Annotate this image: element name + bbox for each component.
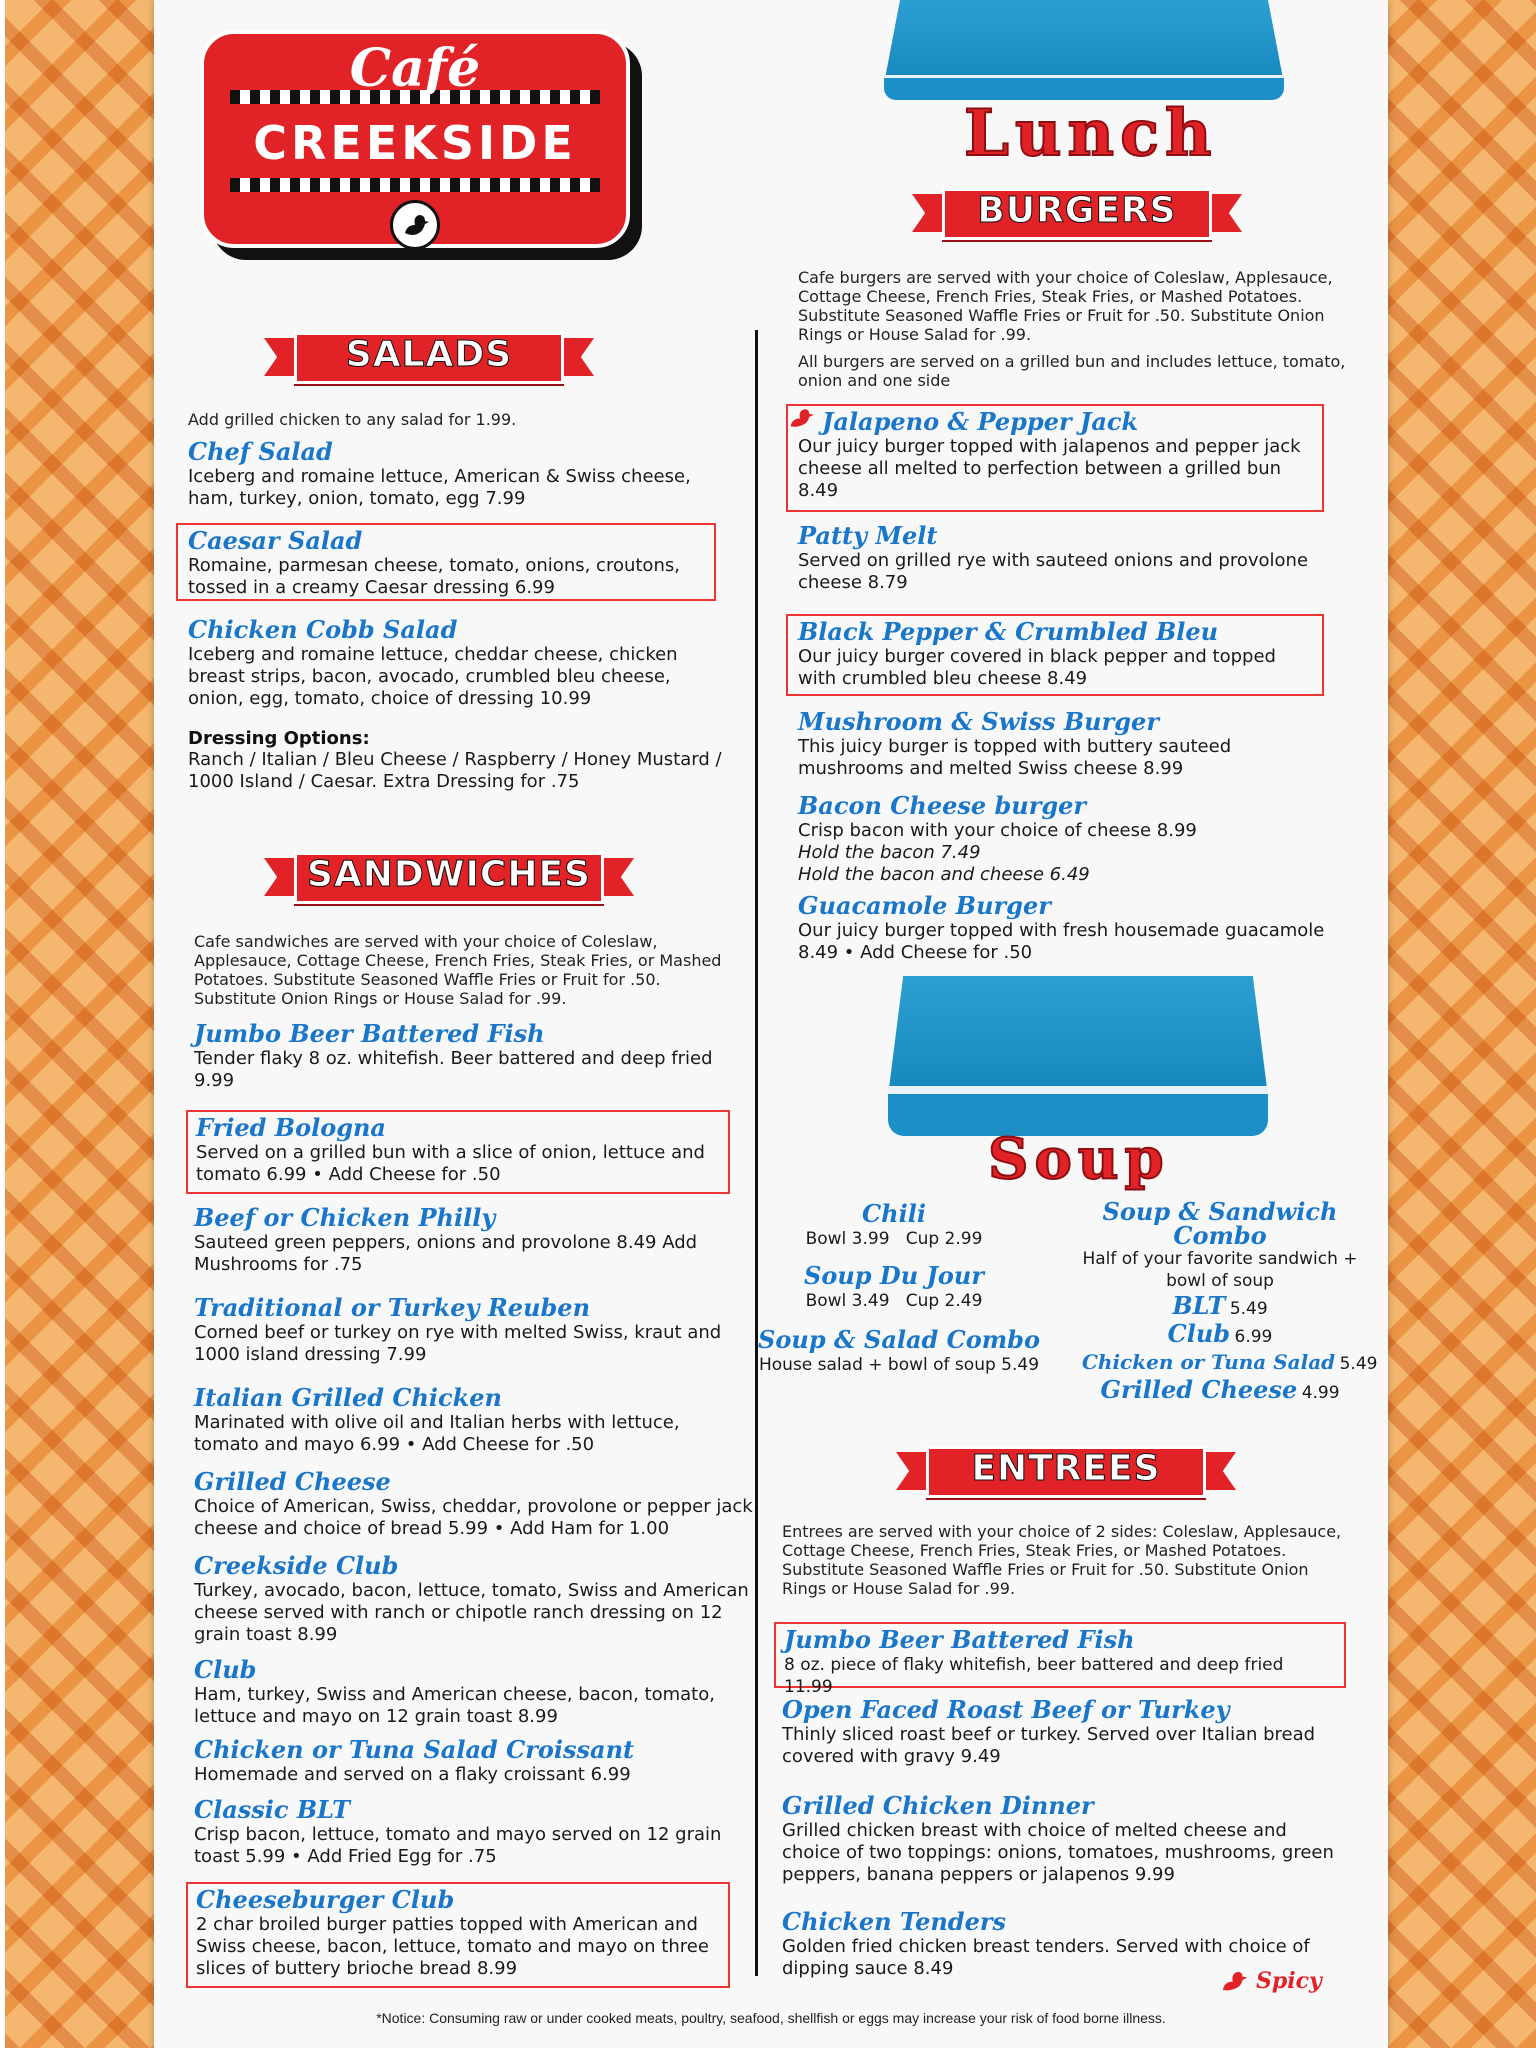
sandwich-item	[194, 1552, 754, 1646]
combo-item-name: BLT	[1172, 1291, 1226, 1320]
salad-item	[176, 523, 716, 601]
burger-desc: Served on grilled rye with sauteed onions and provolone cheese 8.79	[798, 550, 1309, 593]
salad-desc: Iceberg and romaine lettuce, American & Swiss cheese, ham, turkey, onion, tomato, egg 7.99	[188, 466, 691, 509]
sandwiches-intro: Cafe sandwiches are served with your choice of Coleslaw, Applesauce, Cottage Cheese, French Fries, Steak Fries, or Mashed Potatoes. Substitute Seasoned Waffle Fries or Fruit for .50. Substitute Onion Rings or House Salad for .99.	[194, 932, 722, 1008]
salad-name: Caesar Salad	[188, 526, 363, 555]
burgers-heading: BURGERS	[977, 190, 1177, 231]
salad-name: Chicken Cobb Salad	[188, 615, 458, 644]
entree-name: Grilled Chicken Dinner	[782, 1791, 1094, 1820]
sandwich-desc: Marinated with olive oil and Italian herbs with lettuce, tomato and mayo 6.99 • Add Cheese for .50	[194, 1412, 680, 1455]
sandwich-desc: Served on a grilled bun with a slice of onion, lettuce and tomato 6.99 • Add Cheese for .50	[196, 1142, 705, 1185]
burger-name: Bacon Cheese burger	[798, 791, 1087, 820]
soup-name: Soup & Salad Combo	[758, 1325, 1040, 1354]
combo-item-name: Chicken or Tuna Salad	[1082, 1350, 1336, 1374]
salads-banner	[264, 326, 594, 380]
salads-intro: Add grilled chicken to any salad for 1.99.	[188, 410, 517, 429]
sandwich-item	[186, 1110, 730, 1194]
entrees-banner	[896, 1440, 1236, 1494]
dressing-title: Dressing Options:	[188, 728, 370, 749]
entrees-intro: Entrees are served with your choice of 2 sides: Coleslaw, Applesauce, Cottage Cheese, French Fries, Steak Fries, or Mashed Potatoes. Substitute Seasoned Waffle Fries or Fruit for .50. Substitute Onion Rings or House Salad for .99.	[782, 1522, 1342, 1598]
sandwich-desc: Turkey, avocado, bacon, lettuce, tomato, Swiss and American cheese served with ranch or chipotle ranch dressing on 12 grain toast 8.99	[194, 1580, 749, 1645]
entree-name: Jumbo Beer Battered Fish	[784, 1625, 1135, 1654]
burger-item	[798, 792, 1318, 886]
burgers-intro-2: All burgers are served on a grilled bun and includes lettuce, tomato, onion and one side	[798, 352, 1346, 390]
sandwich-name: Club	[194, 1655, 257, 1684]
burger-item	[798, 708, 1318, 780]
spicy-duck-icon	[1218, 1962, 1254, 2003]
sandwich-name: Cheeseburger Club	[196, 1885, 455, 1914]
column-divider	[755, 330, 758, 1976]
combo-item-price: 5.49	[1339, 1354, 1378, 1374]
sandwich-desc: Crisp bacon, lettuce, tomato and mayo served on 12 grain toast 5.99 • Add Fried Egg for .75	[194, 1824, 722, 1867]
sandwich-item	[194, 1384, 734, 1456]
burger-desc: Our juicy burger covered in black pepper and topped with crumbled bleu cheese 8.49	[798, 646, 1276, 689]
sandwich-item	[186, 1882, 730, 1988]
soup-item	[754, 1326, 1044, 1376]
soup-desc: Bowl 3.99 Cup 2.99	[805, 1229, 983, 1249]
sandwich-name: Fried Bologna	[196, 1113, 386, 1142]
salad-desc: Romaine, parmesan cheese, tomato, onions, croutons, tossed in a creamy Caesar dressing 6.99	[188, 555, 680, 598]
combo-desc: Half of your favorite sandwich + bowl of soup	[1082, 1249, 1358, 1291]
sandwich-name: Classic BLT	[194, 1795, 350, 1824]
sandwich-item	[194, 1468, 754, 1540]
burger-name: Patty Melt	[798, 521, 938, 550]
combo-title: Soup & Sandwich Combo	[1102, 1197, 1338, 1250]
sandwich-item	[194, 1020, 734, 1092]
entree-desc: Thinly sliced roast beef or turkey. Served over Italian bread covered with gravy 9.49	[782, 1724, 1316, 1767]
soup-name: Chili	[862, 1199, 926, 1228]
sandwich-item	[194, 1204, 734, 1276]
sandwich-name: Chicken or Tuna Salad Croissant	[194, 1735, 635, 1764]
entree-name: Chicken Tenders	[782, 1907, 1007, 1936]
sandwich-item	[194, 1294, 734, 1366]
menu-sheet	[154, 0, 1388, 2048]
combo-item-price: 5.49	[1229, 1299, 1268, 1319]
logo-name: CREEKSIDE	[253, 116, 577, 170]
left-edge	[0, 0, 5, 2048]
salads-heading: SALADS	[345, 334, 513, 375]
burgers-intro: Cafe burgers are served with your choice of Coleslaw, Applesauce, Cottage Cheese, French Fries, Steak Fries, or Mashed Potatoes. Substitute Seasoned Waffle Fries or Fruit for .50. Substitute Onion Rings or House Salad for .99.	[798, 268, 1333, 344]
burgers-banner	[912, 182, 1242, 236]
combo-item	[1082, 1376, 1358, 1404]
burger-desc: Crisp bacon with your choice of cheese 8.99	[798, 820, 1197, 841]
entree-desc: Golden fried chicken breast tenders. Served with choice of dipping sauce 8.49	[782, 1936, 1310, 1979]
sandwich-item	[194, 1736, 754, 1786]
combo-item	[1082, 1348, 1378, 1376]
logo-script: Café	[349, 38, 481, 99]
combo-item	[1082, 1320, 1358, 1348]
burger-name: Jalapeno & Pepper Jack	[822, 407, 1139, 436]
lunch-sign: Lunch	[964, 96, 1218, 171]
burger-name: Guacamole Burger	[798, 891, 1051, 920]
sandwich-name: Traditional or Turkey Reuben	[194, 1293, 591, 1322]
soup-name: Soup Du Jour	[804, 1261, 984, 1290]
combo-item-name: Club	[1167, 1319, 1231, 1348]
burger-desc: This juicy burger is topped with buttery sauteed mushrooms and melted Swiss cheese 8.99	[798, 736, 1232, 779]
burger-extra: Hold the bacon and cheese 6.49	[798, 864, 1090, 885]
burger-item	[786, 404, 1324, 512]
sandwich-desc: Tender flaky 8 oz. whitefish. Beer battered and deep fried 9.99	[194, 1048, 713, 1091]
burger-item	[798, 892, 1338, 964]
salad-desc: Iceberg and romaine lettuce, cheddar cheese, chicken breast strips, bacon, avocado, crumbled bleu cheese, onion, egg, tomato, choice of dressing 10.99	[188, 644, 678, 709]
burger-extra: Hold the bacon 7.49	[798, 842, 981, 863]
soup-sign: Soup	[988, 1126, 1170, 1192]
burger-name: Black Pepper & Crumbled Bleu	[798, 617, 1219, 646]
spicy-legend	[1218, 1966, 1398, 2000]
duck-icon	[390, 200, 440, 250]
burger-desc: Our juicy burger topped with fresh housemade guacamole 8.49 • Add Cheese for .50	[798, 920, 1325, 963]
combo-item-price: 4.99	[1301, 1383, 1340, 1403]
sandwich-desc: Ham, turkey, Swiss and American cheese, bacon, tomato, lettuce and mayo on 12 grain toast 8.99	[194, 1684, 715, 1727]
logo	[200, 30, 640, 260]
lunch-awning	[884, 0, 1284, 100]
entrees-heading: ENTREES	[971, 1448, 1161, 1489]
soup-item	[764, 1200, 1024, 1250]
burger-desc: Our juicy burger topped with jalapenos and pepper jack cheese all melted to perfection between a grilled bun 8.49	[798, 436, 1301, 501]
sandwich-name: Beef or Chicken Philly	[194, 1203, 496, 1232]
sandwich-name: Jumbo Beer Battered Fish	[194, 1019, 545, 1048]
sandwich-desc: Corned beef or turkey on rye with melted Swiss, kraut and 1000 island dressing 7.99	[194, 1322, 722, 1365]
combo-item-price: 6.99	[1234, 1327, 1273, 1347]
salad-name: Chef Salad	[188, 437, 333, 466]
sandwich-item	[194, 1796, 754, 1868]
burger-name: Mushroom & Swiss Burger	[798, 707, 1159, 736]
salad-item	[188, 616, 718, 710]
entree-item	[782, 1792, 1342, 1886]
soup-awning	[888, 976, 1268, 1136]
sandwich-desc: Sauteed green peppers, onions and provolone 8.49 Add Mushrooms for .75	[194, 1232, 698, 1275]
sandwiches-banner	[264, 846, 634, 900]
salad-item	[188, 438, 728, 510]
sandwich-name: Grilled Cheese	[194, 1467, 391, 1496]
soup-item	[764, 1262, 1024, 1312]
spicy-label: Spicy	[1256, 1968, 1322, 1994]
spicy-duck-icon	[786, 400, 820, 439]
entree-desc: 8 oz. piece of flaky whitefish, beer battered and deep fried 11.99	[784, 1655, 1284, 1697]
dressing-text: Ranch / Italian / Bleu Cheese / Raspberry / Honey Mustard / 1000 Island / Caesar. Extra Dressing for .75	[188, 749, 722, 792]
sandwich-name: Italian Grilled Chicken	[194, 1383, 502, 1412]
combo-item	[1082, 1292, 1358, 1320]
sandwich-desc: Choice of American, Swiss, cheddar, provolone or pepper jack cheese and choice of bread 5.99 • Add Ham for 1.00	[194, 1496, 753, 1539]
burger-item	[798, 522, 1358, 594]
combo-item-name: Grilled Cheese	[1100, 1375, 1298, 1404]
soup-sandwich-combo	[1082, 1197, 1378, 1404]
dressing-options	[188, 728, 728, 793]
sandwich-name: Creekside Club	[194, 1551, 399, 1580]
burger-item	[786, 614, 1324, 696]
sandwich-desc: Homemade and served on a flaky croissant 6.99	[194, 1764, 631, 1785]
sandwich-item	[194, 1656, 734, 1728]
entree-item	[774, 1622, 1346, 1697]
entree-name: Open Faced Roast Beef or Turkey	[782, 1695, 1230, 1724]
notice: *Notice: Consuming raw or under cooked meats, poultry, seafood, shellfish or eggs may increase your risk of food borne illness.	[376, 2010, 1166, 2026]
entree-item	[782, 1696, 1342, 1768]
soup-desc: House salad + bowl of soup 5.49	[758, 1355, 1040, 1375]
sandwiches-heading: SANDWICHES	[307, 854, 591, 895]
soup-desc: Bowl 3.49 Cup 2.49	[805, 1291, 983, 1311]
sandwich-desc: 2 char broiled burger patties topped with American and Swiss cheese, bacon, lettuce, tomato and mayo on three slices of buttery brioche bread 8.99	[196, 1914, 709, 1979]
entree-desc: Grilled chicken breast with choice of melted cheese and choice of two toppings: onions, tomatoes, mushrooms, green peppers, banana peppers or jalapenos 9.99	[782, 1820, 1334, 1885]
